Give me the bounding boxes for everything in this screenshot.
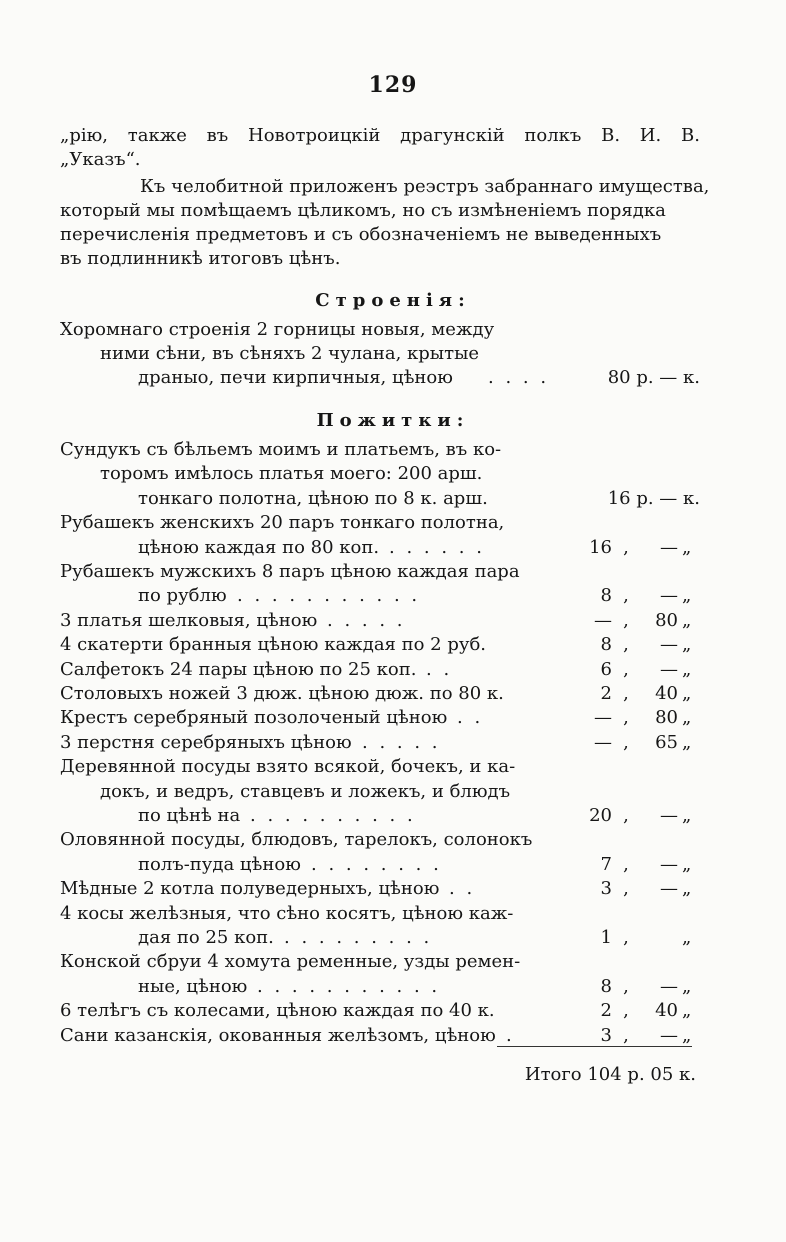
- intro-word: драгунскій: [400, 125, 505, 146]
- item-label: Мѣдные 2 котла полуведерныхъ, цѣною: [60, 878, 440, 899]
- list-item: [60, 487, 700, 511]
- paragraph-line: перечисленія предметовъ и съ обозначеніемъ не выведенныхъ: [60, 224, 662, 245]
- item-total: 16 р. — к.: [607, 488, 700, 509]
- item-kopecks: —: [660, 976, 678, 997]
- item-ditto-mark: „: [682, 976, 692, 997]
- item-label: 4 скатерти бранныя цѣною каждая по 2 руб.: [60, 634, 487, 655]
- leader-dots: .: [506, 1025, 515, 1046]
- intro-word: Новотроицкій: [248, 125, 381, 146]
- leader-dots: . . . .: [488, 367, 550, 388]
- item-label: тонкаго полотна, цѣною по 8 к. арш.: [138, 488, 488, 509]
- item-label: дая по 25 коп.: [138, 927, 274, 948]
- list-item: [60, 731, 700, 755]
- item-label: докъ, и ведръ, ставцевъ и ложекъ, и блюдъ: [100, 781, 511, 802]
- list-item: [60, 584, 700, 608]
- item-rubles: 8: [600, 976, 612, 997]
- list-item: [60, 877, 700, 901]
- item-separator: ,: [623, 854, 629, 875]
- item-label: Рубашекъ мужскихъ 8 паръ цѣною каждая пара: [60, 561, 520, 582]
- item-ditto-mark: „: [682, 634, 692, 655]
- total-rule: [497, 1046, 692, 1047]
- leader-dots: . .: [426, 659, 453, 680]
- item-separator: ,: [623, 537, 629, 558]
- paragraph-line: Къ челобитной приложенъ реэстръ забраннаго имущества,: [140, 176, 710, 197]
- item-rubles: 20: [589, 805, 612, 826]
- item-rubles: 16: [589, 537, 612, 558]
- structure-line-2: ними сѣни, въ сѣняхъ 2 чулана, крытые: [100, 343, 480, 364]
- item-ditto-mark: „: [682, 707, 692, 728]
- leader-dots: . . . . . . . .: [311, 854, 442, 875]
- item-ditto-mark: „: [682, 610, 692, 631]
- item-label: 3 перстня серебряныхъ цѣною: [60, 732, 352, 753]
- list-item: [60, 438, 700, 462]
- item-kopecks: —: [660, 878, 678, 899]
- leader-dots: . . . . . . . . . . .: [237, 585, 421, 606]
- item-rubles: 1: [600, 927, 612, 948]
- item-kopecks: —: [660, 805, 678, 826]
- item-label: Рубашекъ женскихъ 20 паръ тонкаго полотна,: [60, 512, 505, 533]
- item-ditto-mark: „: [682, 927, 692, 948]
- item-separator: ,: [623, 976, 629, 997]
- item-separator: ,: [623, 1025, 629, 1046]
- item-rubles: 7: [600, 854, 612, 875]
- item-separator: ,: [623, 1000, 629, 1021]
- item-label: 3 платья шелковыя, цѣною: [60, 610, 318, 631]
- item-label: Крестъ серебряный позолоченый цѣною: [60, 707, 448, 728]
- item-label: Сани казанскія, окованныя желѣзомъ, цѣною: [60, 1025, 496, 1046]
- item-label: цѣною каждая по 80 коп.: [138, 537, 380, 558]
- leader-dots: . .: [457, 707, 484, 728]
- item-separator: ,: [623, 683, 629, 704]
- list-item: [60, 658, 700, 682]
- item-separator: ,: [623, 878, 629, 899]
- item-separator: ,: [623, 634, 629, 655]
- item-rubles: 8: [600, 634, 612, 655]
- leader-dots: . . . . .: [362, 732, 441, 753]
- item-separator: ,: [623, 707, 629, 728]
- item-rubles: 6: [600, 659, 612, 680]
- list-item: [60, 682, 700, 706]
- item-rubles: —: [594, 610, 612, 631]
- item-label: по рублю: [138, 585, 227, 606]
- intro-word: И.: [639, 125, 662, 146]
- item-ditto-mark: „: [682, 805, 692, 826]
- item-kopecks: 80: [655, 610, 678, 631]
- intro-word: также: [127, 125, 187, 146]
- intro-line-1: [60, 124, 700, 148]
- list-item: [60, 975, 700, 999]
- list-item: [60, 999, 700, 1023]
- item-rubles: 3: [600, 1025, 612, 1046]
- item-ditto-mark: „: [682, 1000, 692, 1021]
- list-item: [60, 633, 700, 657]
- item-label: ные, цѣною: [138, 976, 248, 997]
- leader-dots: . .: [449, 878, 476, 899]
- leader-dots: . . . . . .: [389, 537, 485, 558]
- section-title-belongings: Пожитки:: [316, 410, 470, 431]
- item-rubles: 3: [600, 878, 612, 899]
- intro-word: полкъ: [524, 125, 582, 146]
- leader-dots: . . . . . . . . . . .: [257, 976, 441, 997]
- leader-dots: . . . . . . . . .: [284, 927, 433, 948]
- item-label: 4 косы желѣзныя, что сѣно косятъ, цѣною каж-: [60, 903, 514, 924]
- item-separator: ,: [623, 927, 629, 948]
- item-kopecks: —: [660, 585, 678, 606]
- item-label: 6 телѣгъ съ колесами, цѣною каждая по 40 к.: [60, 1000, 495, 1021]
- leader-dots: . . . . .: [327, 610, 406, 631]
- item-separator: ,: [623, 659, 629, 680]
- item-kopecks: —: [660, 634, 678, 655]
- structure-amount: 80 р. — к.: [607, 367, 700, 388]
- item-ditto-mark: „: [682, 537, 692, 558]
- item-ditto-mark: „: [682, 659, 692, 680]
- item-separator: ,: [623, 585, 629, 606]
- item-label: Салфетокъ 24 пары цѣною по 25 коп.: [60, 659, 417, 680]
- list-item: [60, 926, 700, 950]
- item-separator: ,: [623, 805, 629, 826]
- item-kopecks: 80: [655, 707, 678, 728]
- item-label: Сундукъ съ бѣльемъ моимъ и платьемъ, въ ко-: [60, 439, 502, 460]
- page-number: 129: [368, 72, 418, 98]
- item-kopecks: 65: [655, 732, 678, 753]
- item-separator: ,: [623, 732, 629, 753]
- list-item: [60, 950, 700, 974]
- section-title-structures: Строенія:: [315, 290, 471, 311]
- item-kopecks: 40: [655, 1000, 678, 1021]
- list-item: [60, 853, 700, 877]
- item-label: по цѣнѣ на: [138, 805, 241, 826]
- item-rubles: 2: [600, 683, 612, 704]
- item-kopecks: —: [660, 1025, 678, 1046]
- grand-total: Итого 104 р. 05 к.: [524, 1064, 696, 1085]
- structure-line-1: Хоромнаго строенія 2 горницы новыя, между: [60, 319, 495, 340]
- item-kopecks: —: [660, 854, 678, 875]
- item-separator: ,: [623, 610, 629, 631]
- item-ditto-mark: „: [682, 585, 692, 606]
- list-item: [60, 560, 700, 584]
- structure-line-3-label: драныо, печи кирпичныя, цѣною: [138, 367, 453, 388]
- item-ditto-mark: „: [682, 878, 692, 899]
- item-label: Конской сбруи 4 хомута ременные, узды ремен-: [60, 951, 521, 972]
- intro-word: „рію,: [60, 125, 108, 146]
- item-rubles: 8: [600, 585, 612, 606]
- list-item: [60, 609, 700, 633]
- item-ditto-mark: „: [682, 732, 692, 753]
- item-ditto-mark: „: [682, 683, 692, 704]
- list-item: [60, 828, 700, 852]
- item-label: торомъ имѣлось платья моего: 200 арш.: [100, 463, 483, 484]
- list-item: [60, 1024, 700, 1048]
- paragraph-line: который мы помѣщаемъ цѣликомъ, но съ измѣненіемъ порядка: [60, 200, 666, 221]
- item-label: Деревянной посуды взято всякой, бочекъ, и ка-: [60, 756, 516, 777]
- item-ditto-mark: „: [682, 1025, 692, 1046]
- list-item: [60, 462, 700, 486]
- item-rubles: —: [594, 732, 612, 753]
- intro-word: В.: [601, 125, 621, 146]
- item-label: Оловянной посуды, блюдовъ, тарелокъ, солонокъ: [60, 829, 533, 850]
- leader-dots: . . . . . . . . . .: [250, 805, 416, 826]
- item-rubles: —: [594, 707, 612, 728]
- item-kopecks: —: [660, 537, 678, 558]
- list-item: [60, 706, 700, 730]
- list-item: [60, 755, 700, 779]
- item-label: Столовыхъ ножей 3 дюж. цѣною дюж. по 80 к.: [60, 683, 504, 704]
- item-kopecks: 40: [655, 683, 678, 704]
- list-item: [60, 902, 700, 926]
- item-rubles: 2: [600, 1000, 612, 1021]
- structure-line-3: [60, 366, 700, 390]
- paragraph-line: въ подлинникѣ итоговъ цѣнъ.: [60, 248, 341, 269]
- item-label: полъ-пуда цѣною: [138, 854, 301, 875]
- intro-line-2: „Указъ“.: [60, 149, 141, 170]
- item-kopecks: —: [660, 659, 678, 680]
- list-item: [60, 780, 700, 804]
- item-ditto-mark: „: [682, 854, 692, 875]
- list-item: [60, 511, 700, 535]
- list-item: [60, 536, 700, 560]
- list-item: [60, 804, 700, 828]
- intro-word: В.: [680, 125, 700, 146]
- intro-word: въ: [206, 125, 229, 146]
